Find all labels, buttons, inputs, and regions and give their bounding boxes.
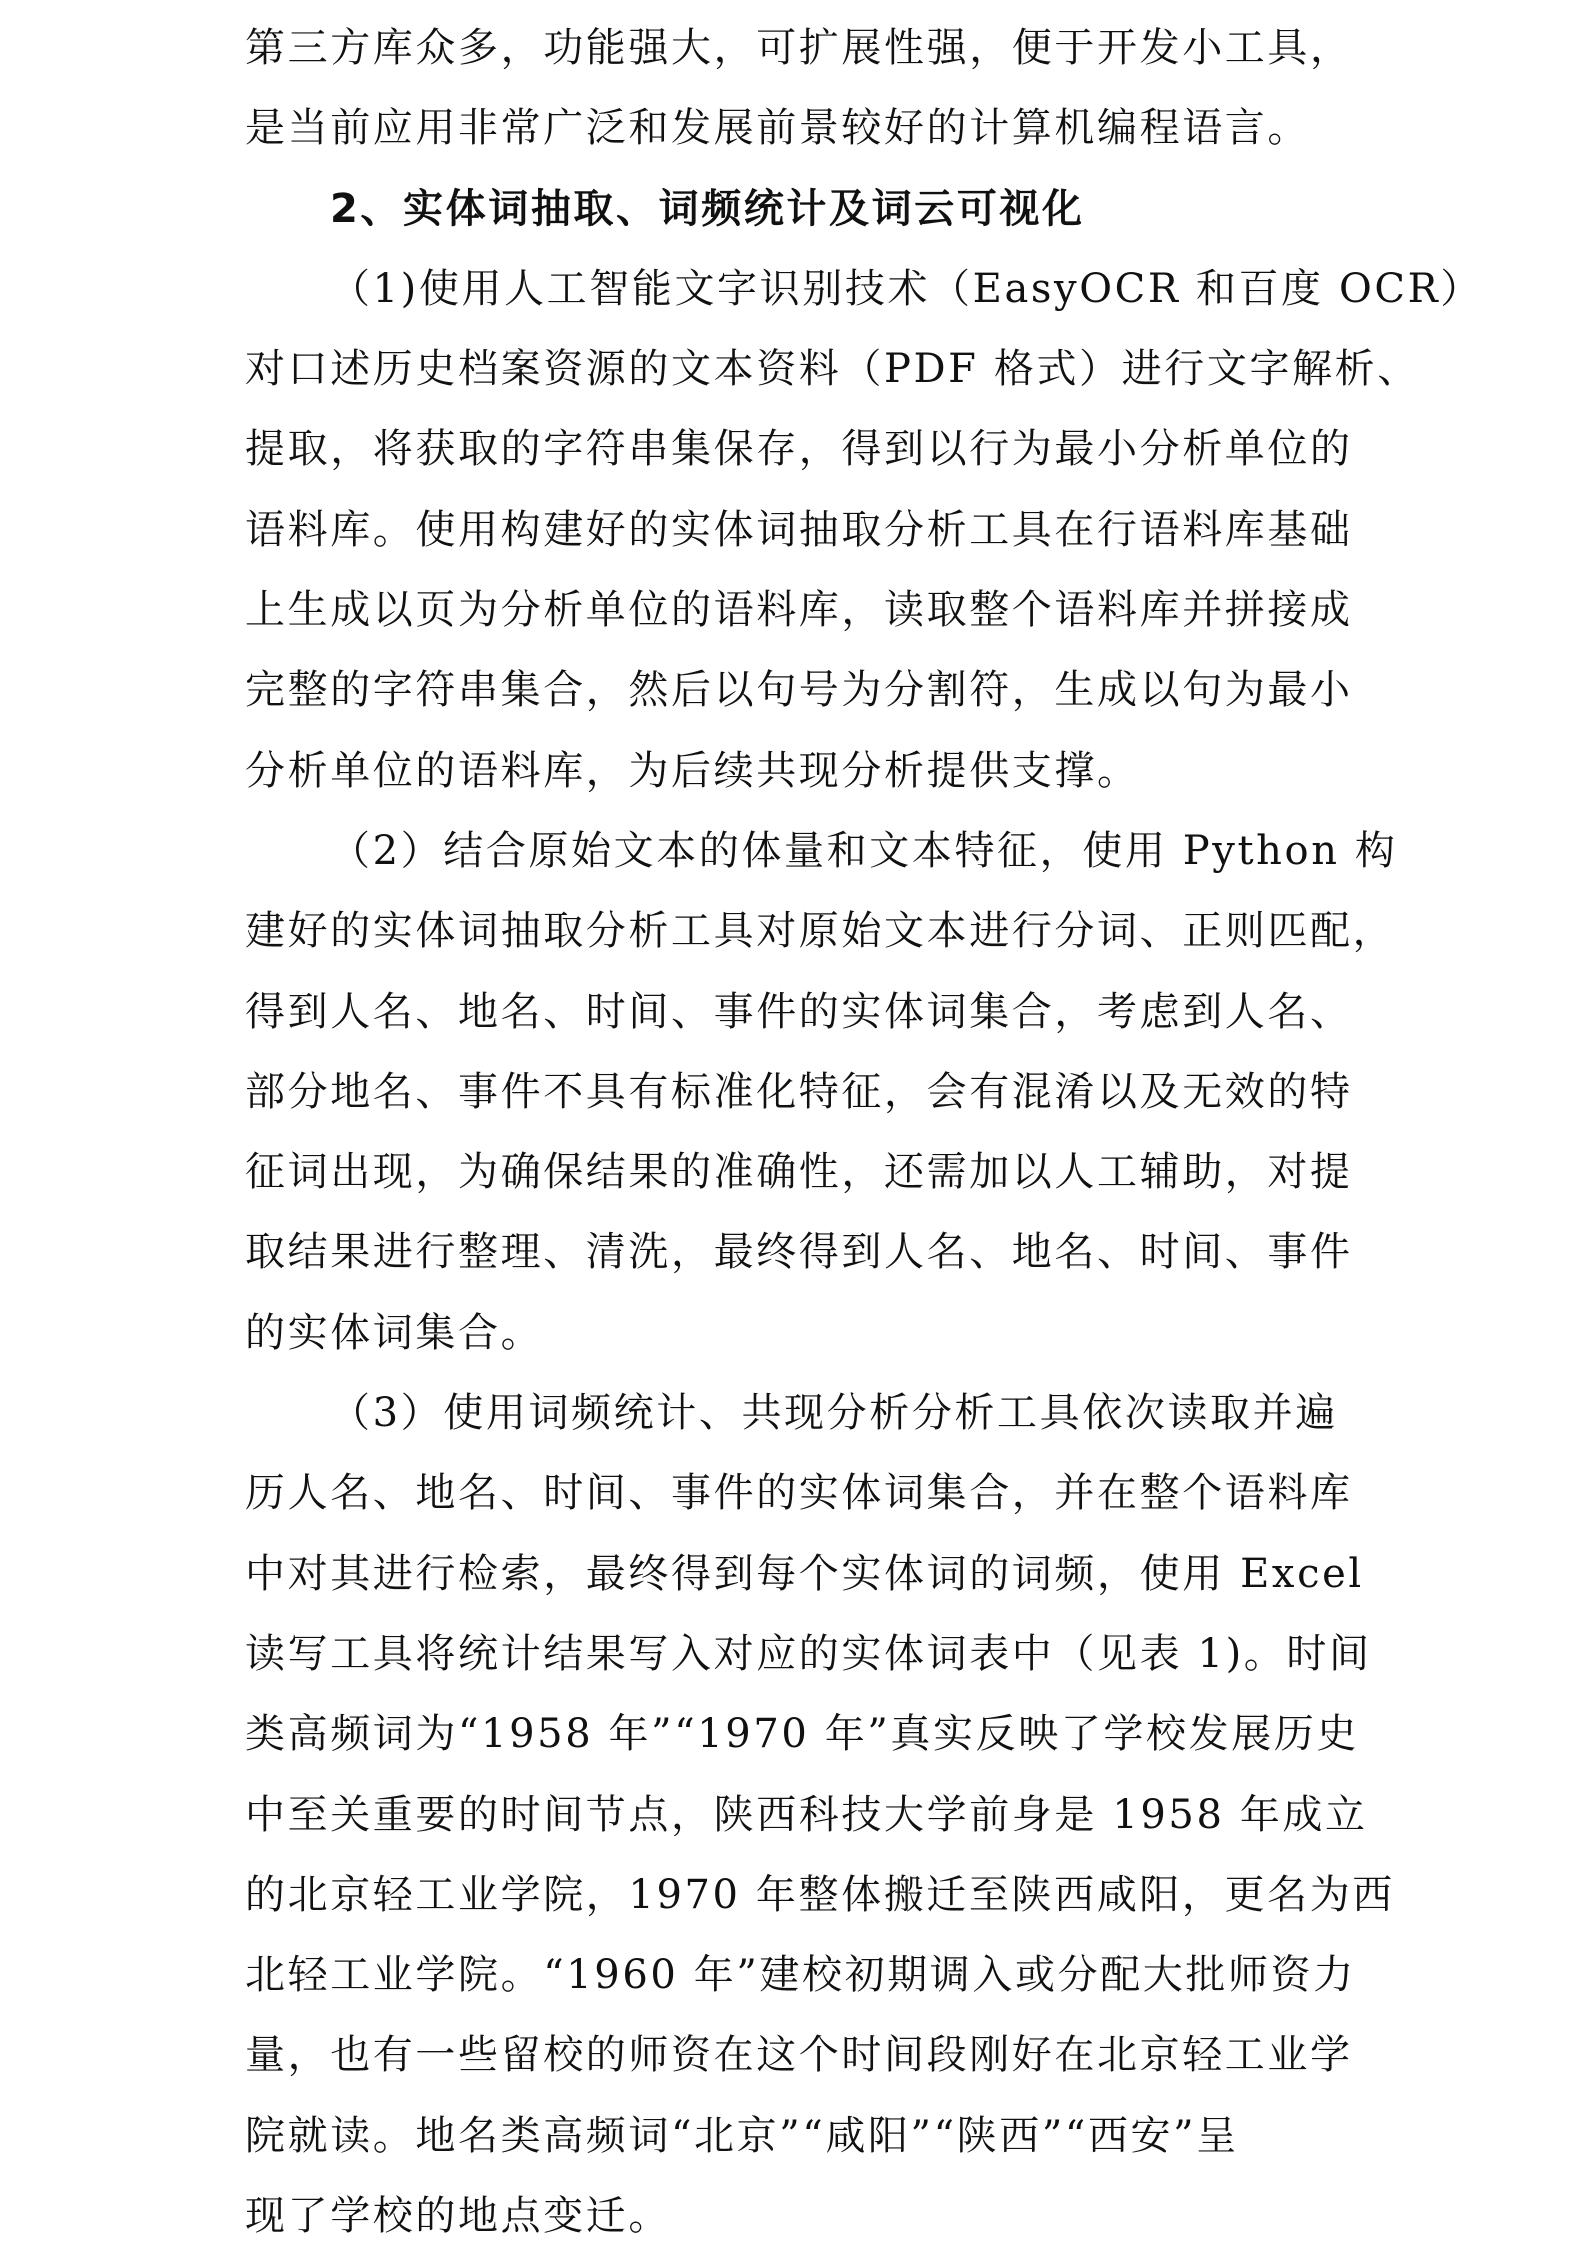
- text-line: 建好的实体词抽取分析工具对原始文本进行分词、正则匹配，: [245, 908, 1396, 955]
- text-line: 的实体词集合。: [245, 1309, 544, 1356]
- text-line: 提取，将获取的字符串集保存，得到以行为最小分析单位的: [245, 426, 1353, 473]
- text-line: 取结果进行整理、清洗，最终得到人名、地名、时间、事件: [245, 1229, 1353, 1276]
- text-line: 语料库。使用构建好的实体词抽取分析工具在行语料库基础: [245, 506, 1353, 553]
- text-line: 读写工具将统计结果写入对应的实体词表中（见表 1)。时间: [245, 1630, 1372, 1677]
- text-line: 类高频词为“1958 年”“1970 年”真实反映了学校发展历史: [245, 1711, 1360, 1758]
- text-line: 中对其进行检索，最终得到每个实体词的词频，使用 Excel: [245, 1550, 1364, 1597]
- text-line: 北轻工业学院。“1960 年”建校初期调入或分配大批师资力: [245, 1952, 1356, 1999]
- section-heading: 2、实体词抽取、词频统计及词云可视化: [330, 185, 1085, 232]
- text-line: 征词出现，为确保结果的准确性，还需加以人工辅助，对提: [245, 1149, 1353, 1196]
- text-line: （2）结合原始文本的体量和文本特征，使用 Python 构: [330, 827, 1398, 874]
- text-line: 中至关重要的时间节点，陕西科技大学前身是 1958 年成立: [245, 1791, 1368, 1838]
- text-line: 院就读。地名类高频词“北京”“咸阳”“陕西”“西安”呈: [245, 2112, 1239, 2159]
- text-line: 得到人名、地名、时间、事件的实体词集合，考虑到人名、: [245, 988, 1353, 1035]
- text-line: 现了学校的地点变迁。: [245, 2193, 671, 2240]
- text-line: 的北京轻工业学院，1970 年整体搬迁至陕西咸阳，更名为西: [245, 1871, 1395, 1918]
- text-line: 上生成以页为分析单位的语料库，读取整个语料库并拼接成: [245, 587, 1353, 634]
- paragraph-2: [245, 811, 1398, 1373]
- text-line: 是当前应用非常广泛和发展前景较好的计算机编程语言。: [245, 105, 1310, 152]
- intro-paragraph: [245, 8, 1365, 169]
- text-line: 完整的字符串集合，然后以句号为分割符，生成以句为最小: [245, 667, 1353, 714]
- text-line: （3）使用词频统计、共现分析分析工具依次读取并遍: [330, 1390, 1338, 1437]
- text-line: 量，也有一些留校的师资在这个时间段刚好在北京轻工业学: [245, 2032, 1353, 2079]
- text-line: 部分地名、事件不具有标准化特征，会有混淆以及无效的特: [245, 1068, 1353, 1115]
- paragraph-1: [245, 249, 1483, 811]
- text-line: 分析单位的语料库，为后续共现分析提供支撑。: [245, 747, 1140, 794]
- text-line: 历人名、地名、时间、事件的实体词集合，并在整个语料库: [245, 1470, 1353, 1517]
- text-line: （1)使用人工智能文字识别技术（EasyOCR 和百度 OCR）: [330, 265, 1483, 312]
- text-line: 第三方库众多，功能强大，可扩展性强，便于开发小工具，: [245, 25, 1353, 71]
- document-page: [245, 8, 1483, 2256]
- paragraph-3: [245, 1373, 1395, 2256]
- text-line: 对口述历史档案资源的文本资料（PDF 格式）进行文字解析、: [245, 346, 1420, 393]
